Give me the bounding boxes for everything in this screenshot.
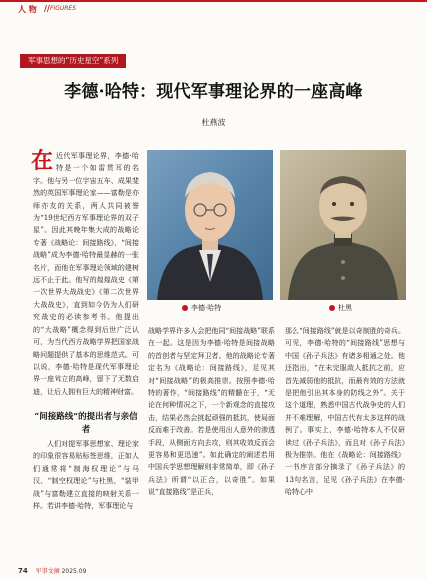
- drop-cap: 在: [31, 148, 54, 174]
- column-3-text: 那么“间接路线”就是以奇制胜的奇兵。可见，李德·哈特的“间接路线”思想与中国《孙子兵法》有诸多相通之处。他还指出，“在未完服敌人抵抗之前，应首先减弱他的抵抗，而最有效的方法就是把他引出其本身的防线之外”。关于这个道理，熟悉中国古代战争史的人们并不难理解，中国古代有太多这样的战例了。事实上，李德·哈特本人不仅研读过《孙子兵法》，而且对《孙子兵法》极为推崇。他在《战略论：间接路线》一书序言部分摘录了《孙子兵法》的13句名言，足见《孙子兵法》在李德·哈特心中: [285, 327, 405, 497]
- column-1-continued: [33, 438, 139, 512]
- column-2-text: 战略学界许多人会把他同“间接战略”联系在一起。这是因为李德·哈特是间接战略的首创者与坚定拜卫者。他的战略论专著定名为《战略论：间接路线》，足见其对“间接战略”的极高推崇。按照李德·哈特的著作，“间接路线”的精髓在于，“无论在何种情况之下，一个新观念的直接攻击，结果必然会挑起顽强的抵抗，使局面反而难于改善。若是使用出人意外的渗透手段，从侧面方向去攻，则其收效反而会更容易和更迅速”。如此确定的阐述若用中国兵学思想理解则非常简单，即《孙子兵法》所谓“以正合，以奇胜”。如果说“直接路线”是正兵，: [148, 327, 275, 497]
- caption-bullet-icon: [329, 305, 335, 311]
- column-1: [33, 150, 139, 398]
- section-name-en: FIGURES: [50, 5, 77, 12]
- caption-liddell-hart: [182, 303, 221, 313]
- column-2: [148, 325, 275, 499]
- page-number: 74: [18, 567, 28, 575]
- section-slashes: //: [44, 3, 50, 13]
- header-rule: [0, 0, 427, 2]
- caption-douhet-text: 杜黑: [338, 304, 352, 312]
- issue-date: 2025.09: [61, 568, 87, 575]
- caption-douhet: [329, 303, 352, 313]
- section-name: 人 物: [18, 5, 37, 14]
- portrait-douhet-illustration: [280, 150, 406, 300]
- portrait-liddell-hart-illustration: [147, 150, 273, 300]
- header-band: [0, 0, 427, 18]
- caption-liddell-hart-text: 李德·哈特: [191, 304, 222, 312]
- column-1b-text: 人们对提军事思想家、理论家的印象很容易贴标签思维，正如人们通常将“制海权理论”与马汉、“制空权理论”与杜黑、“装甲战”与富勒建立直接的映射关系一样。若讲李德·哈特，军事理论与: [33, 440, 139, 511]
- section-subhead: “间接路线”的提出者与亲信者: [34, 412, 138, 435]
- magazine-name: 军事文摘: [35, 568, 60, 575]
- article-author: 杜燕波: [201, 118, 226, 127]
- page-footer: [18, 566, 86, 575]
- column-1-text: 近代军事理论界，李德·哈特是一个如雷贯耳的名字。他与另一位宇宙五车、成果斐然的英国军事理论家——富勒是亦师亦友的关系，两人共同被誉为“19世纪西方军事理论界的双子星”。因此其晚年集大成的战略论专著《战略论：间接路线》，“间接战略”成为李德·哈特最显赫的一张名片，而他在军事理论领域的建树远不止于此。他写的煌煌战史《第一次世界大战战史》《第二次世界大战战史》，直到如今仍为人们研究战史的必读参考书。他提出的“大战略”概念得到后世广泛认可，为当代西方战略学界把国家战略问题提供了基本的思维范式。可以说，李德·哈特是现代军事理论界一座耸立的高峰，留下了无数启迪，让后人拥有巨大的精神财富。: [33, 152, 139, 396]
- portrait-douhet: [280, 150, 406, 300]
- caption-bullet-icon: [182, 305, 188, 311]
- column-3: [285, 325, 405, 499]
- series-tag: 军事思想的“历史星空”系列: [20, 54, 126, 68]
- portrait-liddell-hart: [147, 150, 273, 300]
- article-title: 李德·哈特：现代军事理论界的一座高峰: [64, 82, 363, 102]
